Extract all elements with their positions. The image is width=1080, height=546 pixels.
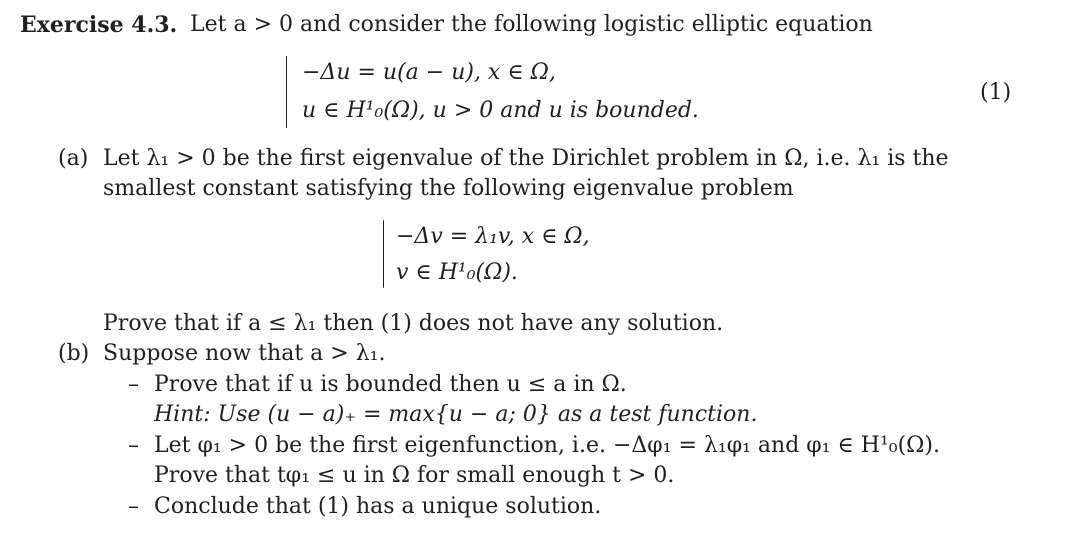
system2-line1: −Δv = λ₁v, x ∈ Ω, (396, 224, 590, 249)
part-a-label: (a) (58, 146, 89, 171)
part-b-hint: Hint: Use (u − a)₊ = max{u − a; 0} as a test function. (154, 402, 758, 427)
part-b-intro: Suppose now that a > λ₁. (103, 341, 386, 366)
part-a-line1: Let λ₁ > 0 be the first eigenvalue of the Dirichlet problem in Ω, i.e. λ₁ is the (103, 146, 949, 171)
equation-number: (1) (980, 80, 1012, 105)
bullet-dash: – (128, 433, 139, 458)
system2-line2: v ∈ H¹₀(Ω). (396, 260, 518, 285)
system1-line1: −Δu = u(a − u), x ∈ Ω, (302, 60, 556, 85)
part-b-bullet3: Conclude that (1) has a unique solution. (154, 494, 602, 519)
bullet-dash: – (128, 494, 139, 519)
part-b-label: (b) (58, 341, 90, 366)
part-b-bullet2-line2: Prove that tφ₁ ≤ u in Ω for small enough t > 0. (154, 463, 675, 488)
exercise-intro: Let a > 0 and consider the following logistic elliptic equation (190, 12, 873, 37)
system2-brace (383, 220, 384, 288)
bullet-dash: – (128, 372, 139, 397)
part-a-prove: Prove that if a ≤ λ₁ then (1) does not have any solution. (103, 311, 724, 336)
system1-line2: u ∈ H¹₀(Ω), u > 0 and u is bounded. (302, 98, 699, 123)
part-a-line2: smallest constant satisfying the following eigenvalue problem (103, 176, 794, 201)
part-b-bullet2-line1: Let φ₁ > 0 be the first eigenfunction, i.e. −Δφ₁ = λ₁φ₁ and φ₁ ∈ H¹₀(Ω). (154, 433, 940, 458)
part-b-bullet1: Prove that if u is bounded then u ≤ a in Ω. (154, 372, 627, 397)
exercise-label: Exercise 4.3. (20, 12, 178, 38)
system1-brace (286, 56, 287, 128)
